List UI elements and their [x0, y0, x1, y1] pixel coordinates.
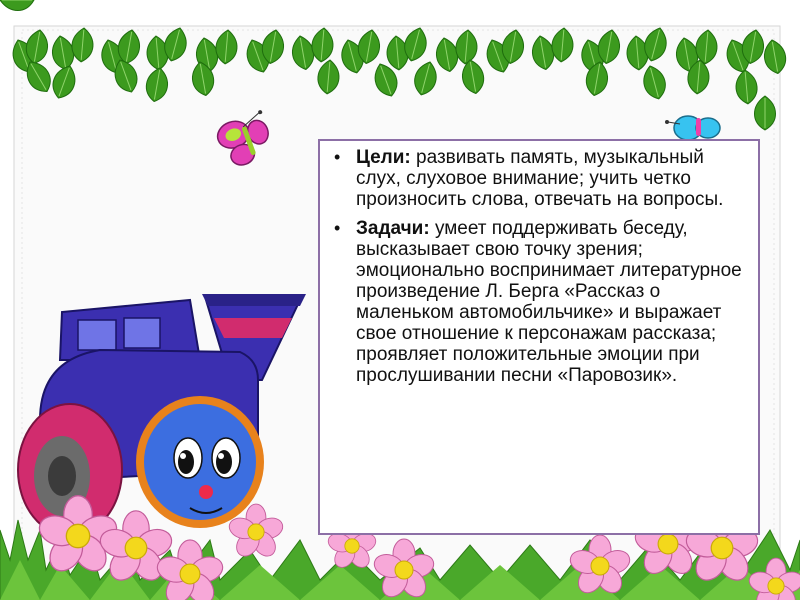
- list-item-tasks: [328, 218, 748, 386]
- list-item-goals: [328, 147, 748, 210]
- bullet-list: [328, 147, 748, 386]
- bullet-icon: •: [334, 147, 341, 167]
- leaf-cluster: [8, 25, 788, 130]
- leaf-garland: [0, 0, 800, 140]
- content-textbox: [318, 139, 760, 535]
- item-text: развивать память, музыкальный слух, слуховое внимание; учить четко произносить слова, отвечать на вопросы.: [356, 147, 724, 210]
- item-label: Цели:: [356, 147, 411, 168]
- item-label: Задачи:: [356, 218, 430, 239]
- bullet-icon: •: [334, 218, 341, 238]
- item-text: умеет поддерживать беседу, высказывает свою точку зрения; эмоционально воспринимает литературное произведение Л. Берга «Рассказ о маленьком автомобильчике» и выражает свое отношение к персонажам рассказа; проявляет положительные эмоции при прослушивании песни «Паровозик».: [356, 218, 742, 386]
